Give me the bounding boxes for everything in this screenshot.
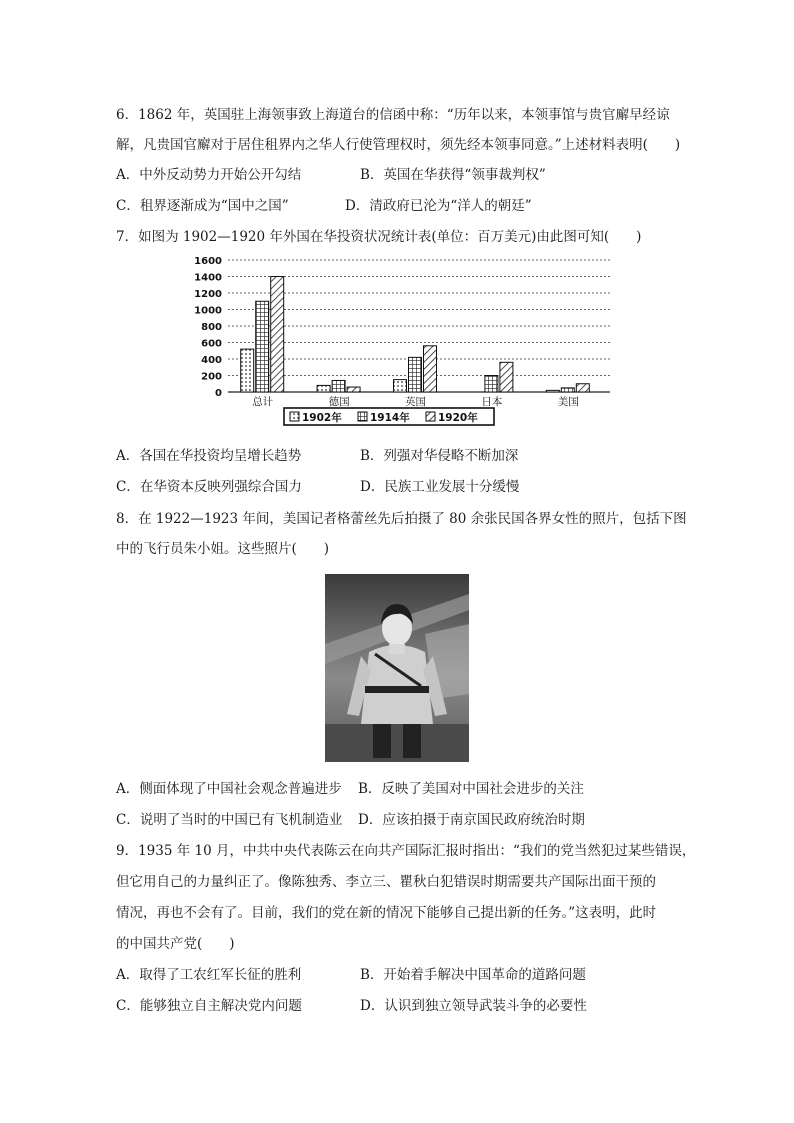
q6-option-d[interactable]: D．清政府已沦为“洋人的朝廷” <box>345 198 532 214</box>
q7-option-b[interactable]: B．列强对华侵略不断加深 <box>360 448 519 464</box>
investment-bar-chart <box>180 252 616 430</box>
q6-option-c[interactable]: C．租界逐渐成为“国中之国” <box>116 198 289 214</box>
bar-1920年-总计 <box>271 277 284 393</box>
legend-label: 1902年 <box>302 412 342 424</box>
bar-1914年-美国 <box>561 388 574 392</box>
q9-option-b[interactable]: B．开始着手解决中国革命的道路问题 <box>360 967 586 983</box>
q6-option-b[interactable]: B．英国在华获得“领事裁判权” <box>360 167 546 183</box>
q9-option-a[interactable]: A．取得了工农红军长征的胜利 <box>116 967 302 983</box>
q9-stem-line4: 的中国共产党( ) <box>116 936 235 952</box>
legend-swatch <box>358 412 367 421</box>
q8-option-a[interactable]: A．侧面体现了中国社会观念普遍进步 <box>116 781 342 797</box>
bar-1920年-英国 <box>424 346 437 392</box>
bar-1902年-美国 <box>546 390 559 392</box>
q8-option-d[interactable]: D．应该拍摄于南京国民政府统治时期 <box>358 812 585 828</box>
q7-stem-line1: 7．如图为 1902—1920 年外国在华投资状况统计表(单位：百万美元)由此图可知( ) <box>116 229 642 245</box>
y-tick-label: 200 <box>201 371 222 383</box>
bar-1914年-日本 <box>485 376 498 393</box>
q9-stem-line2: 但它用自己的力量纠正了。像陈独秀、李立三、瞿秋白犯错误时期需要共产国际出面干预的 <box>116 874 656 890</box>
y-tick-label: 400 <box>201 355 222 366</box>
q8-stem-line2: 中的飞行员朱小姐。这些照片( ) <box>116 541 330 557</box>
q7-option-d[interactable]: D．民族工业发展十分缓慢 <box>360 479 520 495</box>
x-tick-label: 德国 <box>328 396 350 408</box>
q6-option-a[interactable]: A．中外反动势力开始公开勾结 <box>116 167 302 183</box>
x-tick-label: 日本 <box>481 396 503 408</box>
bar-1914年-总计 <box>256 301 269 392</box>
q9-stem-line3: 情况，再也不会有了。目前，我们的党在新的情况下能够自己提出新的任务。”这表明，此时 <box>116 905 657 921</box>
q6-stem-line1: 6．1862 年，英国驻上海领事致上海道台的信函中称：“历年以来，本领事馆与贵官廨早经谅 <box>116 107 670 123</box>
q6-stem-line2: 解，凡贵国官廨对于居住租界内之华人行使管理权时，须先经本领事同意。”上述材料表明( ) <box>116 137 681 153</box>
chart-legend <box>284 408 494 425</box>
q8-option-c[interactable]: C．说明了当时的中国已有飞机制造业 <box>116 812 343 828</box>
q7-option-a[interactable]: A．各国在华投资均呈增长趋势 <box>116 448 302 464</box>
q9-stem-line1: 9．1935 年 10 月，中共中央代表陈云在向共产国际汇报时指出：“我们的党当然犯过某些错误， <box>116 843 696 859</box>
bar-1902年-英国 <box>394 380 407 392</box>
y-tick-label: 0 <box>215 388 222 399</box>
y-tick-label: 1000 <box>194 305 222 317</box>
q9-option-d[interactable]: D．认识到独立领导武装斗争的必要性 <box>360 998 587 1014</box>
legend-swatch <box>426 412 435 421</box>
q8-option-b[interactable]: B．反映了美国对中国社会进步的关注 <box>358 781 584 797</box>
q9-option-c[interactable]: C．能够独立自主解决党内问题 <box>116 998 302 1014</box>
bar-1920年-日本 <box>500 362 513 392</box>
bar-1920年-德国 <box>347 387 360 392</box>
y-tick-label: 1200 <box>194 289 222 300</box>
bar-1902年-德国 <box>317 385 330 392</box>
aviator-photo <box>325 574 469 762</box>
bar-1914年-英国 <box>409 357 422 392</box>
x-tick-label: 英国 <box>405 396 426 408</box>
y-tick-label: 1400 <box>194 272 222 284</box>
legend-swatch <box>290 412 299 421</box>
bar-1902年-总计 <box>241 349 254 392</box>
q8-stem-line1: 8．在 1922—1923 年间，美国记者格蕾丝先后拍摄了 80 余张民国各界女性的照片，包括下图 <box>116 511 687 527</box>
legend-label: 1920年 <box>438 412 478 424</box>
x-tick-label: 总计 <box>252 396 274 408</box>
y-tick-label: 800 <box>201 322 222 333</box>
bar-1914年-德国 <box>332 380 345 392</box>
y-tick-label: 1600 <box>194 256 222 267</box>
y-tick-label: 600 <box>201 338 222 350</box>
bar-1920年-美国 <box>576 384 589 392</box>
x-tick-label: 美国 <box>557 396 579 408</box>
legend-label: 1914年 <box>370 412 410 424</box>
q7-option-c[interactable]: C．在华资本反映列强综合国力 <box>116 479 302 495</box>
